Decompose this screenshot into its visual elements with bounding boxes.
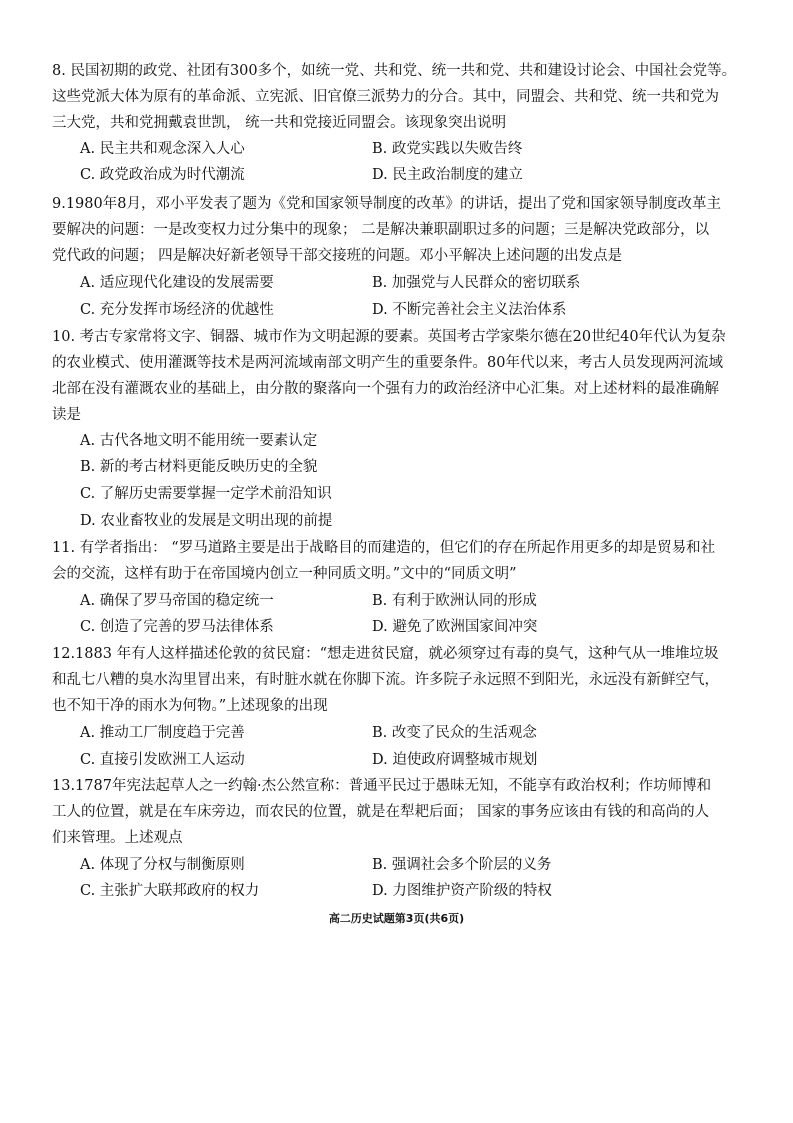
question-13-line-3: 们来管理。上述观点 bbox=[52, 830, 183, 846]
question-11-option-d: D. 避免了欧洲国家间冲突 bbox=[372, 619, 538, 635]
question-10-line-4: 读是 bbox=[52, 407, 81, 423]
question-12-option-d: D. 迫使政府调整城市规划 bbox=[372, 752, 538, 768]
question-12-option-b: B. 改变了民众的生活观念 bbox=[372, 725, 537, 741]
question-12-line-3: 也不知干净的雨水为何物。”上述现象的出现 bbox=[52, 698, 328, 714]
question-13-option-c: C. 主张扩大联邦政府的权力 bbox=[80, 883, 260, 899]
question-10-line-2: 的农业模式、使用灌溉等技术是两河流域南部文明产生的重要条件。80年代以来，考古人员发现两河流域 bbox=[52, 355, 723, 371]
question-8-option-a: A. 民主共和观念深入人心 bbox=[80, 141, 245, 157]
question-8-option-d: D. 民主政治制度的建立 bbox=[372, 167, 523, 183]
question-10-option-a: A. 古代各地文明不能用统一要素认定 bbox=[80, 433, 318, 449]
question-8-line-3: 三大党，共和党拥戴袁世凯， 统一共和党接近同盟会。该现象突出说明 bbox=[52, 115, 507, 131]
question-12-line-1: 12.1883 年有人这样描述伦敦的贫民窟：“想走进贫民窟，就必须穿过有毒的臭气，这种气从一堆堆垃圾 bbox=[52, 646, 719, 662]
question-10-option-b: B. 新的考古材料更能反映历史的全貌 bbox=[80, 459, 318, 475]
question-11-line-1: 11. 有学者指出： “罗马道路主要是出于战略目的而建造的，但它们的存在所起作用更多的却是贸易和社 bbox=[52, 540, 716, 556]
question-10-option-c: C. 了解历史需要掌握一定学术前沿知识 bbox=[80, 486, 332, 502]
question-12-option-c: C. 直接引发欧洲工人运动 bbox=[80, 752, 245, 768]
question-10-option-d: D. 农业畜牧业的发展是文明出现的前提 bbox=[80, 513, 333, 529]
question-10-line-1: 10. 考古专家常将文字、铜器、城市作为文明起源的要素。英国考古学家柴尔德在20世纪40年代认为复杂 bbox=[52, 329, 726, 345]
question-9-option-b: B. 加强党与人民群众的密切联系 bbox=[372, 275, 581, 291]
question-11-option-c: C. 创造了完善的罗马法律体系 bbox=[80, 619, 274, 635]
question-9-option-c: C. 充分发挥市场经济的优越性 bbox=[80, 302, 274, 318]
question-9-line-1: 9.1980年8月，邓小平发表了题为《党和国家领导制度的改革》的讲话，提出了党和国家领导制度改革主 bbox=[52, 196, 721, 212]
question-8-line-2: 这些党派大体为原有的革命派、立宪派、旧官僚三派势力的分合。其中，同盟会、共和党、统一共和党为 bbox=[52, 89, 719, 105]
question-11-option-a: A. 确保了罗马帝国的稳定统一 bbox=[80, 593, 274, 609]
question-12-line-2: 和乱七八糟的臭水沟里冒出来，有时脏水就在你脚下流。许多院子永远照不到阳光，永远没有新鲜空气， bbox=[52, 672, 719, 688]
question-9-line-3: 党代政的问题； 四是解决好新老领导干部交接班的问题。邓小平解决上述问题的出发点是 bbox=[52, 248, 623, 264]
question-9-option-a: A. 适应现代化建设的发展需要 bbox=[80, 275, 274, 291]
question-8-line-1: 8. 民国初期的政党、社团有300多个，如统一党、共和党、统一共和党、共和建设讨论会、中国社会党等。 bbox=[52, 63, 737, 79]
question-8-option-c: C. 政党政治成为时代潮流 bbox=[80, 167, 245, 183]
question-13-line-1: 13.1787年宪法起草人之一约翰·杰公然宣称：普通平民过于愚昧无知，不能享有政治权利；作坊师博和 bbox=[52, 778, 712, 794]
question-8-option-b: B. 政党实践以失败告终 bbox=[372, 141, 523, 157]
question-9-option-d: D. 不断完善社会主义法治体系 bbox=[372, 302, 567, 318]
page-footer: 高二历史试题第3页(共6页) bbox=[328, 912, 465, 925]
question-13-option-a: A. 体现了分权与制衡原则 bbox=[80, 857, 245, 873]
question-9-line-2: 要解决的问题：一是改变权力过分集中的现象； 二是解决兼职副职过多的问题；三是解决党政部分，以 bbox=[52, 222, 710, 238]
question-13-option-d: D. 力图维护资产阶级的特权 bbox=[372, 883, 552, 899]
question-12-option-a: A. 推动工厂制度趋于完善 bbox=[80, 725, 245, 741]
question-10-line-3: 北部在没有灌溉农业的基础上，由分散的聚落向一个强有力的政治经济中心汇集。对上述材料的最准确解 bbox=[52, 381, 719, 397]
question-13-line-2: 工人的位置，就是在车床旁边，而农民的位置，就是在犁耙后面； 国家的事务应该由有钱的和高尚的人 bbox=[52, 804, 710, 820]
question-11-line-2: 会的交流，这样有助于在帝国境内创立一种同质文明。”文中的“同质文明” bbox=[52, 566, 517, 582]
question-13-option-b: B. 强调社会多个阶层的义务 bbox=[372, 857, 552, 873]
question-11-option-b: B. 有利于欧洲认同的形成 bbox=[372, 593, 537, 609]
